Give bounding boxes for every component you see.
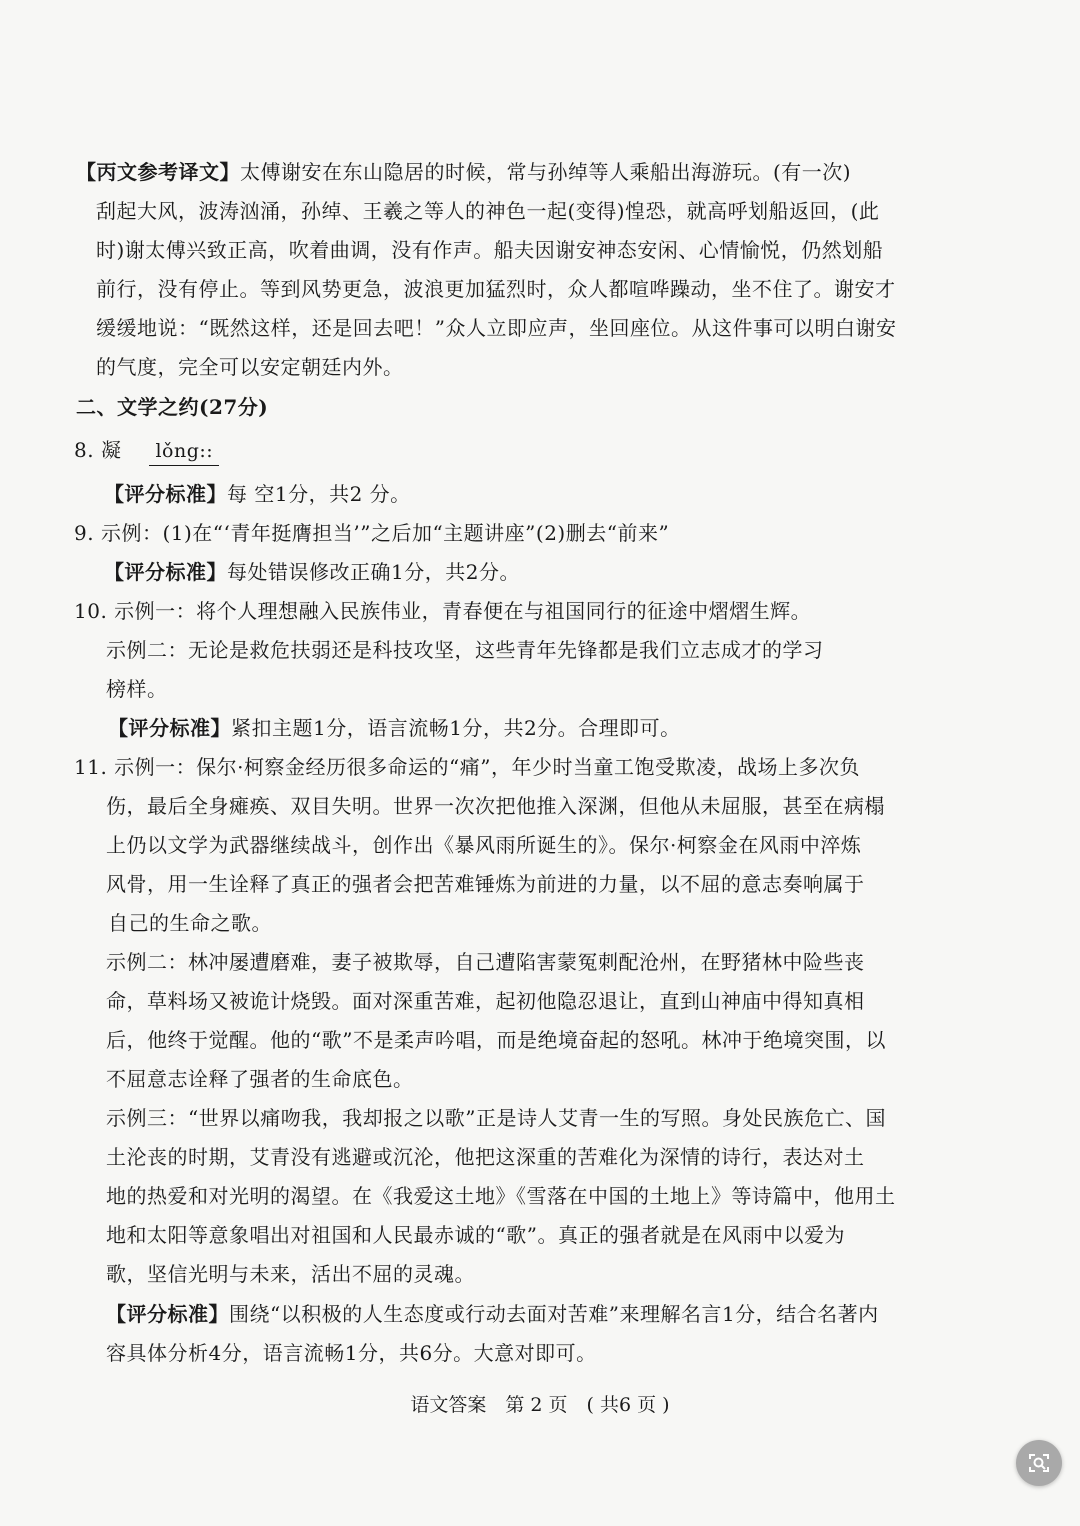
- scan-button[interactable]: [1016, 1440, 1062, 1486]
- q9-scoring: 【评分标准】每处错误修改正确1分，共2分。: [104, 560, 520, 584]
- q11-scoring-line-2: 容具体分析4分，语言流畅1分，共6分。大意对即可。: [106, 1341, 597, 1365]
- q9-answer: 9. 示例：(1)在“‘青年挺膺担当’”之后加“主题讲座”(2)删去“前来”: [74, 521, 670, 545]
- q11-example-1-line-4: 风骨，用一生诠释了真正的强者会把苦难锤炼为前进的力量，以不屈的意志奏响属于: [106, 872, 865, 896]
- q8-answer: 8. 凝 lǒng::: [74, 436, 219, 466]
- translation-line-4: 前行，没有停止。等到风势更急，波浪更加猛烈时，众人都喧哗躁动，坐不住了。谢安才: [96, 277, 896, 301]
- page-footer: 语文答案 第 2 页 ( 共6 页 ): [410, 1394, 670, 1416]
- q11-example-3-line-1: 示例三：“世界以痛吻我，我却报之以歌”正是诗人艾青一生的写照。身处民族危亡、国: [106, 1106, 886, 1130]
- scan-icon: [1027, 1451, 1051, 1475]
- translation-line-1: 【丙文参考译文】太傅谢安在东山隐居的时候，常与孙绰等人乘船出海游玩。(有一次): [76, 160, 852, 184]
- q11-scoring-line-1: 【评分标准】围绕“以积极的人生态度或行动去面对苦难”来理解名言1分，结合名著内: [106, 1302, 879, 1326]
- q11-example-3-line-4: 地和太阳等意象唱出对祖国和人民最赤诚的“歌”。真正的强者就是在风雨中以爱为: [106, 1223, 845, 1247]
- translation-line-3: 时)谢太傅兴致正高，吹着曲调，没有作声。船夫因谢安神态安闲、心情愉悦，仍然划船: [96, 238, 884, 262]
- q11-example-3-line-2: 土沦丧的时期，艾青没有逃避或沉沦，他把这深重的苦难化为深情的诗行，表达对土: [106, 1145, 865, 1169]
- q8-answer-1: 凝: [100, 438, 122, 462]
- q11-example-2-line-3: 后，他终于觉醒。他的“歌”不是柔声吟唱，而是绝境奋起的怒吼。林冲于绝境突围，以: [106, 1028, 886, 1052]
- translation-line-6: 的气度，完全可以安定朝廷内外。: [96, 355, 404, 379]
- section-title: 二、文学之约(27分): [76, 395, 269, 419]
- q11-example-2-line-4: 不屈意志诠释了强者的生命底色。: [106, 1067, 414, 1091]
- q11-example-2-line-1: 示例二：林冲屡遭磨难，妻子被欺辱，自己遭陷害蒙冤刺配沧州，在野猪林中险些丧: [106, 950, 865, 974]
- q11-example-1-line-5: 自己的生命之歌。: [108, 911, 272, 935]
- q10-example-2-line-1: 示例二：无论是救危扶弱还是科技攻坚，这些青年先锋都是我们立志成才的学习: [106, 638, 824, 662]
- q10-scoring: 【评分标准】紧扣主题1分，语言流畅1分，共2分。合理即可。: [108, 716, 681, 740]
- translation-label: 【丙文参考译文】: [76, 160, 240, 184]
- q11-example-1-line-1: 11. 示例一：保尔·柯察金经历很多命运的“痛”，年少时当童工饱受欺凌，战场上多次负: [74, 755, 860, 779]
- translation-line-2: 刮起大风，波涛汹涌，孙绰、王羲之等人的神色一起(变得)惶恐，就高呼划船返回，(此: [96, 199, 880, 223]
- q8-scoring: 【评分标准】每 空1分，共2 分。: [104, 482, 411, 506]
- q11-example-1-line-2: 伤，最后全身瘫痪、双目失明。世界一次次把他推入深渊，但他从未屈服，甚至在病榻: [106, 794, 885, 818]
- q11-example-3-line-3: 地的热爱和对光明的渴望。在《我爱这土地》《雪落在中国的土地上》等诗篇中，他用土: [106, 1184, 896, 1208]
- q11-example-1-line-3: 上仍以文学为武器继续战斗，创作出《暴风雨所诞生的》。保尔·柯察金在风雨中淬炼: [106, 833, 862, 857]
- q10-example-2-line-2: 榜样。: [106, 677, 168, 701]
- translation-line-5: 缓缓地说：“既然这样，还是回去吧！”众人立即应声，坐回座位。从这件事可以明白谢安: [96, 316, 897, 340]
- q8-answer-2: lǒng::: [149, 437, 219, 466]
- q11-example-2-line-2: 命，草料场又被诡计烧毁。面对深重苦难，起初他隐忍退让，直到山神庙中得知真相: [106, 989, 865, 1013]
- q11-example-3-line-5: 歌，坚信光明与未来，活出不屈的灵魂。: [106, 1262, 475, 1286]
- q10-example-1: 10. 示例一：将个人理想融入民族伟业，青春便在与祖国同行的征途中熠熠生辉。: [74, 599, 812, 623]
